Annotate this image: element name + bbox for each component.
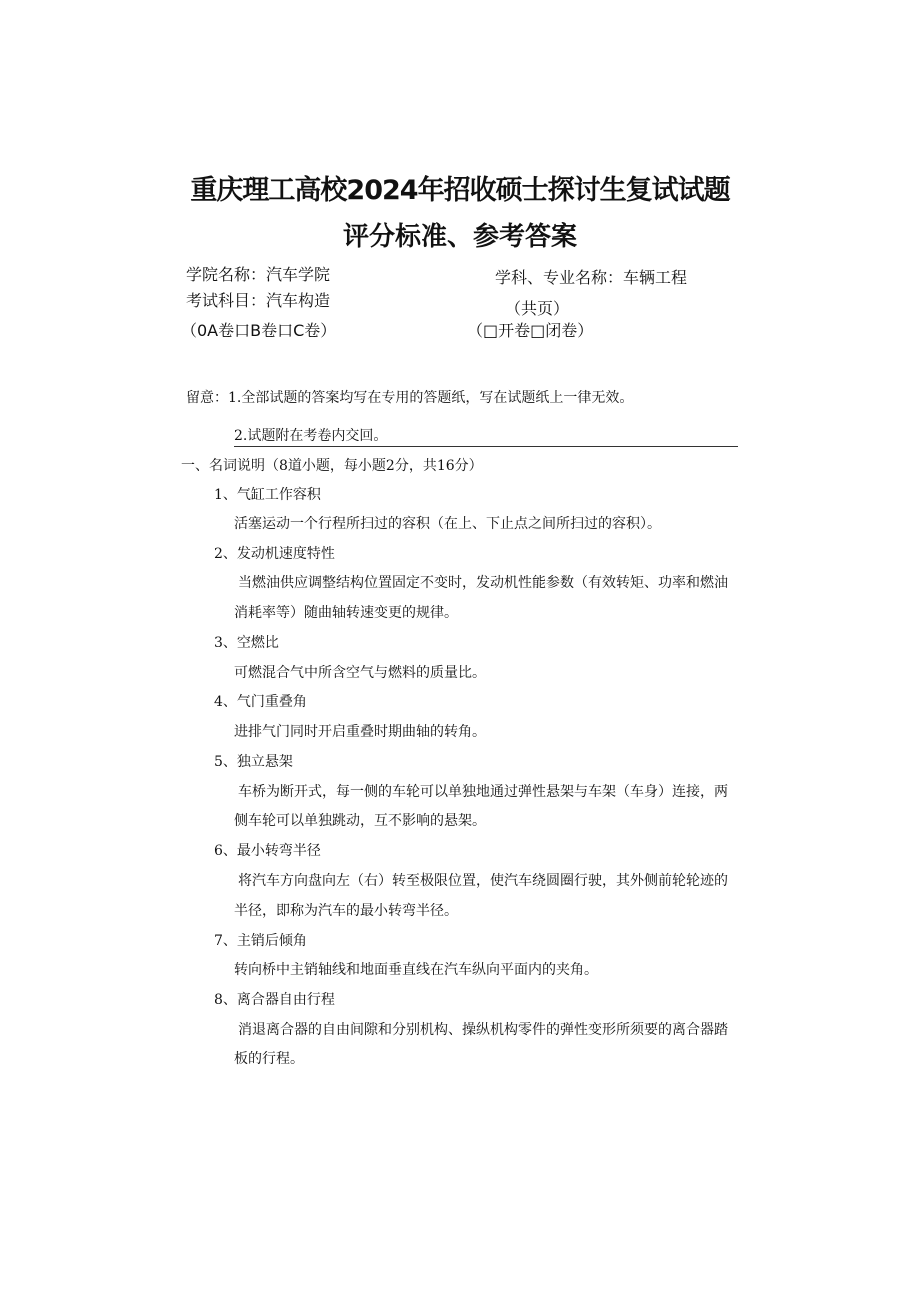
college-name: 学院名称：汽车学院 <box>186 265 331 284</box>
definition-8-line-2: 板的行程。 <box>234 1051 304 1067</box>
term-6: 6、最小转弯半径 <box>214 843 321 859</box>
notice-2: 2.试题附在考卷内交回。 <box>234 425 738 447</box>
exam-subject: 考试科目：汽车构造 <box>186 291 331 310</box>
definition-5-line-2: 侧车轮可以单独跳动，互不影响的悬架。 <box>234 813 486 829</box>
page-subtitle: 评分标准、参考答案 <box>342 222 577 252</box>
definition-2-line-2: 消耗率等）随曲轴转速变更的规律。 <box>234 605 458 621</box>
definition-7-line-1: 转向桥中主销轴线和地面垂直线在汽车纵向平面内的夹角。 <box>234 962 598 978</box>
definition-3-line-1: 可燃混合气中所含空气与燃料的质量比。 <box>234 665 486 681</box>
definition-2-line-1: 当燃油供应调整结构位置固定不变时，发动机性能参数（有效转矩、功率和燃油 <box>238 575 728 591</box>
term-1: 1、气缸工作容积 <box>214 487 321 503</box>
section-heading: 一、名词说明（8道小题，每小题2分，共16分） <box>181 458 483 474</box>
definition-6-line-2: 半径，即称为汽车的最小转弯半径。 <box>234 903 458 919</box>
definition-4-line-1: 进排气门同时开启重叠时期曲轴的转角。 <box>234 724 486 740</box>
notice-1: 留意：1.全部试题的答案均写在专用的答题纸，写在试题纸上一律无效。 <box>186 390 634 406</box>
term-4: 4、气门重叠角 <box>214 694 307 710</box>
definition-6-line-1: 将汽车方向盘向左（右）转至极限位置，使汽车绕圆圈行驶，其外侧前轮轮迹的 <box>238 873 728 889</box>
definition-8-line-1: 消退离合器的自由间隙和分别机构、操纵机构零件的弹性变形所须要的离合器踏 <box>238 1022 728 1038</box>
open-closed-book: （□开卷□闭卷） <box>467 321 594 340</box>
term-3: 3、空燃比 <box>214 635 279 651</box>
page-count: （共页） <box>505 299 570 318</box>
paper-type: （0A卷口B卷口C卷） <box>181 321 337 340</box>
term-2: 2、发动机速度特性 <box>214 546 335 562</box>
definition-1-line-1: 活塞运动一个行程所扫过的容积（在上、下止点之间所扫过的容积）。 <box>234 516 661 532</box>
term-7: 7、主销后倾角 <box>214 933 307 949</box>
term-8: 8、离合器自由行程 <box>214 992 335 1008</box>
major-name: 学科、专业名称：车辆工程 <box>495 268 688 287</box>
definition-5-line-1: 车桥为断开式，每一侧的车轮可以单独地通过弹性悬架与车架（车身）连接，两 <box>238 784 728 800</box>
term-5: 5、独立悬架 <box>214 754 293 770</box>
page-title: 重庆理工高校2024年招收硕士探讨生复试试题 <box>190 175 730 206</box>
